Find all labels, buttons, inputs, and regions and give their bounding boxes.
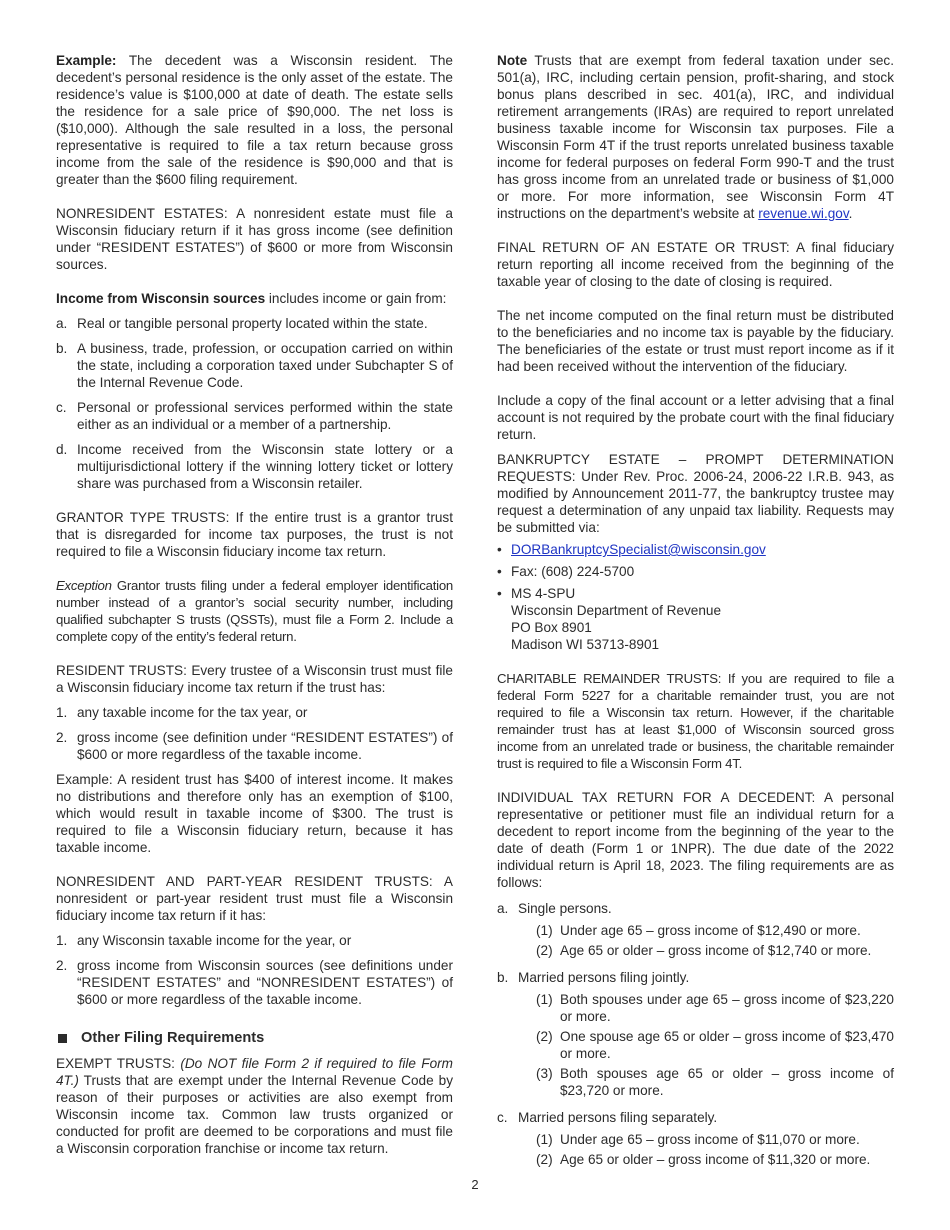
list-item: • Fax: (608) 224-5700 <box>497 564 635 579</box>
exempt-trusts-paragraph: EXEMPT TRUSTS: (Do NOT file Form 2 if required to file Form 4T.) Trusts that are exempt under the Internal Revenue Code by reason of their purposes or activities are also exempt from Wisconsin income tax. Common law trusts organized or conducted for profit are deemed to be corporations and must file a Wisconsin corporation franchise or income tax return. <box>56 1056 454 1156</box>
square-bullet-icon <box>58 1034 67 1043</box>
nonresident-estates-paragraph: NONRESIDENT ESTATES: A nonresident estate must file a Wisconsin fiduciary return if it has gross income (see definition under “RESIDENT ESTATES”) of $600 or more from Wisconsin sources. <box>56 206 453 272</box>
list-item: (2) Age 65 or older – gross income of $11,320 or more. <box>536 1152 871 1167</box>
list-item: 2. gross income (see definition under “RESIDENT ESTATES”) of $600 or more regardless of the taxable income. <box>56 730 453 762</box>
list-item: b. A business, trade, profession, or occupation carried on within the state, including a corporation taxed under Subchapter S of the Internal Revenue Code. <box>56 341 453 390</box>
bankruptcy-email-link[interactable]: DORBankruptcySpecialist@wisconsin.gov <box>511 542 766 557</box>
net-income-paragraph: The net income computed on the final return must be distributed to the beneficiaries and no income tax is payable by the fiduciary. The beneficiaries of the estate or trust must report income as if it had been received without the intervention of the fiduciary. <box>497 308 894 374</box>
note-paragraph: Note Trusts that are exempt from federal taxation under sec. 501(a), IRC, including certain pension, profit-sharing, and stock bonus plans described in sec. 401(a), IRC, and individual retirement arrangements (IRAs) are required to report unrelated business taxable income for Wisconsin tax purposes. File a Wisconsin Form 4T if the trust reports unrelated business taxable income for federal purposes on federal Form 990-T and the trust has gross income from an unrelated trade or business of $1,000 or more. For more information, see Wisconsin Form 4T instructions on the department’s website at revenue.wi.gov. <box>497 53 894 221</box>
list-item: c. Personal or professional services performed within the state either as an individual or a member of a partnership. <box>56 400 453 432</box>
list-item: • DORBankruptcySpecialist@wisconsin.gov <box>497 542 766 557</box>
exception-paragraph: Exception Grantor trusts filing under a federal employer identification number instead of a grantor’s social security number, including qualified subchapter S trusts (QSSTs), must file a Form 2. Include a complete copy of the entity’s federal return. <box>56 578 453 644</box>
list-item: d. Income received from the Wisconsin state lottery or a multijurisdictional lottery if the winning lottery ticket or lottery share was purchased from a Wisconsin retailer. <box>56 442 453 491</box>
list-item: 1. any Wisconsin taxable income for the year, or <box>56 933 352 948</box>
example-paragraph: Example: The decedent was a Wisconsin resident. The decedent’s personal residence is the only asset of the estate. The residence’s value is $100,000 at date of death. The estate sells the residence for a sale price of $90,000. The net loss is ($10,000). Although the sale resulted in a loss, the personal representative is required to file a tax return because gross income from the sale of the residence is $90,000 and that is greater than the $600 filing requirement. <box>56 53 453 187</box>
left-column <box>56 52 453 1157</box>
list-item: (1) Under age 65 – gross income of $12,490 or more. <box>536 923 861 938</box>
resident-trusts-example: Example: A resident trust has $400 of interest income. It makes no distributions and therefore only has an exemption of $100, which would result in taxable income of $300. The trust is required to file a Wisconsin fiduciary return, because it has taxable income. <box>56 772 453 855</box>
nonresident-trusts-list <box>56 932 453 1008</box>
bankruptcy-contacts-list <box>497 541 894 653</box>
other-filing-requirements-heading: Other Filing Requirements <box>56 1030 453 1047</box>
list-item: (2) One spouse age 65 or older – gross income of $23,470 or more. <box>536 1029 894 1061</box>
filing-requirements-list <box>497 900 894 1168</box>
final-return-paragraph: FINAL RETURN OF AN ESTATE OR TRUST: A final fiduciary return reporting all income received from the beginning of the taxable year of closing to the date of closing is required. <box>497 240 894 289</box>
resident-trusts-intro: RESIDENT TRUSTS: Every trustee of a Wisconsin trust must file a Wisconsin fiduciary income tax return if the trust has: <box>56 663 453 695</box>
bankruptcy-paragraph: BANKRUPTCY ESTATE – PROMPT DETERMINATION REQUESTS: Under Rev. Proc. 2006-24, 2006-22 I.R.B. 943, as modified by Announcement 2011-77, the bankruptcy trustee may request a determination of any unpaid tax liability. Requests may be submitted via: <box>497 452 894 535</box>
list-item: a. Real or tangible personal property located within the state. <box>56 316 428 331</box>
final-account-paragraph: Include a copy of the final account or a letter advising that a final account is not required by the probate court with the final fiduciary return. <box>497 393 894 442</box>
list-item: (2) Age 65 or older – gross income of $12,740 or more. <box>536 943 872 958</box>
income-sources-list <box>56 315 453 492</box>
charitable-trusts-paragraph: CHARITABLE REMAINDER TRUSTS: If you are required to file a federal Form 5227 for a charitable remainder trust, you are not required to file a Wisconsin tax return. However, if the charitable remainder trust has at least $1,000 of Wisconsin sourced gross income from an unrelated trade or business, the charitable remainder trust is required to file a Wisconsin Form 4T. <box>497 671 894 771</box>
income-sources-intro: Income from Wisconsin sources includes income or gain from: <box>56 291 447 306</box>
list-item: 2. gross income from Wisconsin sources (see definitions under “RESIDENT ESTATES” and “NONRESIDENT ESTATES”) of $600 or more regardless of the taxable income. <box>56 958 453 1007</box>
grantor-trusts-paragraph: GRANTOR TYPE TRUSTS: If the entire trust is a grantor trust that is disregarded for income tax purposes, the trust is not required to file a Wisconsin fiduciary income tax return. <box>56 510 453 559</box>
nonresident-trusts-intro: NONRESIDENT AND PART-YEAR RESIDENT TRUSTS: A nonresident or part-year resident trust must file a Wisconsin fiduciary income tax return if it has: <box>56 874 453 923</box>
page-number: 2 <box>471 1177 479 1192</box>
revenue-website-link[interactable]: revenue.wi.gov <box>758 206 849 221</box>
list-item: (1) Both spouses under age 65 – gross income of $23,220 or more. <box>536 992 894 1024</box>
resident-trusts-list <box>56 704 453 763</box>
list-item: c. Married persons filing separately. (1) Under age 65 – gross income of $11,070 or more. (2) Age 65 or older – gross income of $11,320 or more. <box>497 1109 894 1168</box>
individual-return-paragraph: INDIVIDUAL TAX RETURN FOR A DECEDENT: A personal representative or petitioner must file an individual return for a decedent to report income from the beginning of the year to the date of death (Form 1 or 1NPR). The due date of the 2022 individual return is April 18, 2023. The filing requirements are as follows: <box>497 790 894 890</box>
right-column <box>497 52 894 1168</box>
list-item: (3) Both spouses age 65 or older – gross income of $23,720 or more. <box>536 1066 894 1098</box>
list-item: (1) Under age 65 – gross income of $11,070 or more. <box>536 1132 860 1147</box>
list-item: b. Married persons filing jointly. (1) Both spouses under age 65 – gross income of $23,220 or more. (2) One spouse age 65 or older – gross income of $23,470 or more. (3) Both spouses age 65 or older – gross income of $23,720 or more. <box>497 970 894 1098</box>
example-label: Example: <box>56 53 117 68</box>
list-item: 1. any taxable income for the tax year, or <box>56 705 308 720</box>
list-item: a. Single persons. (1) Under age 65 – gross income of $12,490 or more. (2) Age 65 or older – gross income of $12,740 or more. <box>497 900 894 959</box>
list-item: • MS 4-SPU Wisconsin Department of Revenue PO Box 8901 Madison WI 53713-8901 <box>497 586 722 652</box>
